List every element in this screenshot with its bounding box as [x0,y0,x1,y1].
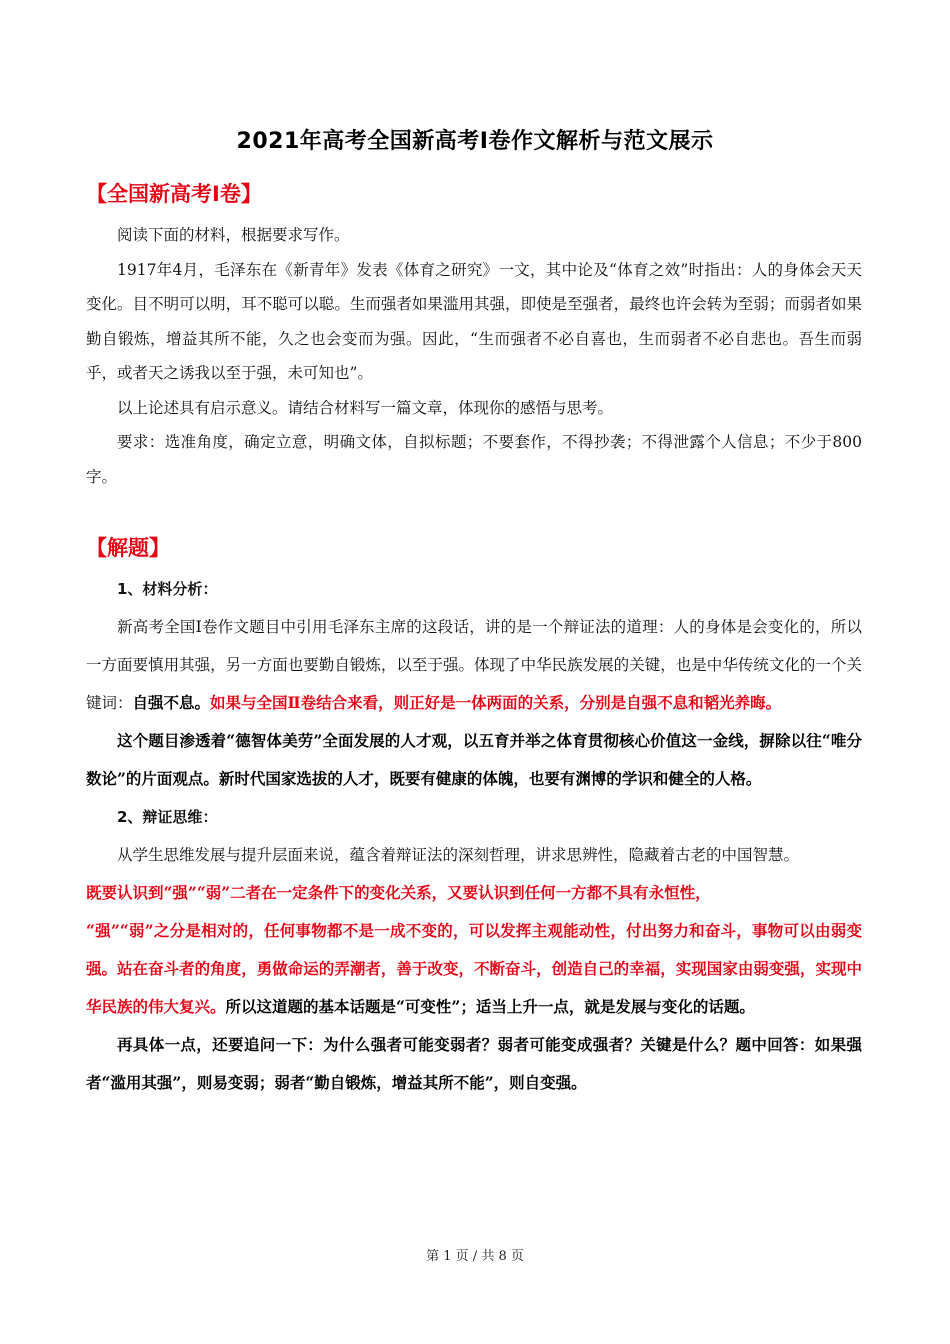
document-title: 2021年高考全国新高考Ⅰ卷作文解析与范文展示 [236,129,714,154]
paragraph-analysis-a [86,608,862,722]
page-footer: 第 1 页 / 共 8 页 [426,1249,524,1264]
text-plain: 新高考全国Ⅰ卷作文题目中引用毛泽东主席的这段话，讲的是一个辩证法的道理：人的身体是会变化的，所以一方面要慎用其强，另一方面也要勤自锻炼，以至于强。体现了中华民族发展的关键，也是中华传统文化的一个关键词： [86,618,862,712]
paragraph-instruction: 阅读下面的材料，根据要求写作。 [117,226,350,244]
subheading-dialectics [86,798,862,836]
paragraph-analysis-d: 既要认识到“强”“弱”二者在一定条件下的变化关系，又要认识到任何一方都不具有永恒性， [86,883,711,902]
paragraph-analysis-e [86,912,862,1026]
subheading-material-analysis [86,570,862,608]
text-red: “强”“弱”之分是相对的，任何事物都不是一成不变的，可以发挥主观能动性，付出努力和奋斗，事物可以由弱变强。站在奋斗者的角度，勇做命运的弄潮者，善于改变，不断奋斗，创造自己的幸福，实现国家由弱变强，实现中华民族的伟大复兴。 [86,921,862,1016]
text-red: 如果与全国Ⅱ卷结合来看，则正好是一体两面的关系，分别是自强不息和韬光养晦。 [210,693,782,712]
exam-material [86,218,862,494]
paragraph-prompt: 以上论述具有启示意义。请结合材料写一篇文章，体现你的感悟与思考。 [117,398,614,417]
paragraph-analysis-f: 再具体一点，还要追问一下：为什么强者可能变弱者？弱者可能变成强者？关键是什么？题中回答：如果强者“滥用其强”，则易变弱；弱者“勤自锻炼，增益其所不能”，则自变强。 [86,1035,862,1092]
paragraph-analysis-b: 这个题目渗透着“德智体美劳”全面发展的人才观，以五育并举之体育贯彻核心价值这一金线，摒除以往“唯分数论”的片面观点。新时代国家选拔的人才，既要有健康的体魄，也要有渊博的学识和健全的人格。 [86,731,862,788]
subheading-text: 1、材料分析： [117,580,218,598]
paragraph-requirements: 要求：选准角度，确定立意，明确文体，自拟标题；不要套作，不得抄袭；不得泄露个人信息；不少于800字。 [86,433,862,486]
paragraph-analysis-c: 从学生思维发展与提升层面来说，蕴含着辩证法的深刻哲理，讲求思辨性，隐藏着古老的中国智慧。 [117,846,800,864]
section-heading-exam: 【全国新高考Ⅰ卷】 [86,182,262,206]
subheading-text: 2、辩证思维： [117,808,218,826]
analysis-content [86,570,862,1102]
text-bold: 自强不息。 [132,693,211,712]
text-bold: 所以这道题的基本话题是“可变性”；适当上升一点，就是发展与变化的话题。 [225,997,755,1016]
section-heading-analysis: 【解题】 [86,536,170,560]
paragraph-material: 1917年4月，毛泽东在《新青年》发表《体育之研究》一文，其中论及“体育之效”时指出：人的身体会天天变化。目不明可以明，耳不聪可以聪。生而强者如果滥用其强，即使是至强者，最终也许会转为至弱；而弱者如果勤自锻炼，增益其所不能，久之也会变而为强。因此，“生而强者不必自喜也，生而弱者不必自悲也。吾生而弱乎，或者天之诱我以至于强，未可知也”。 [86,260,862,382]
